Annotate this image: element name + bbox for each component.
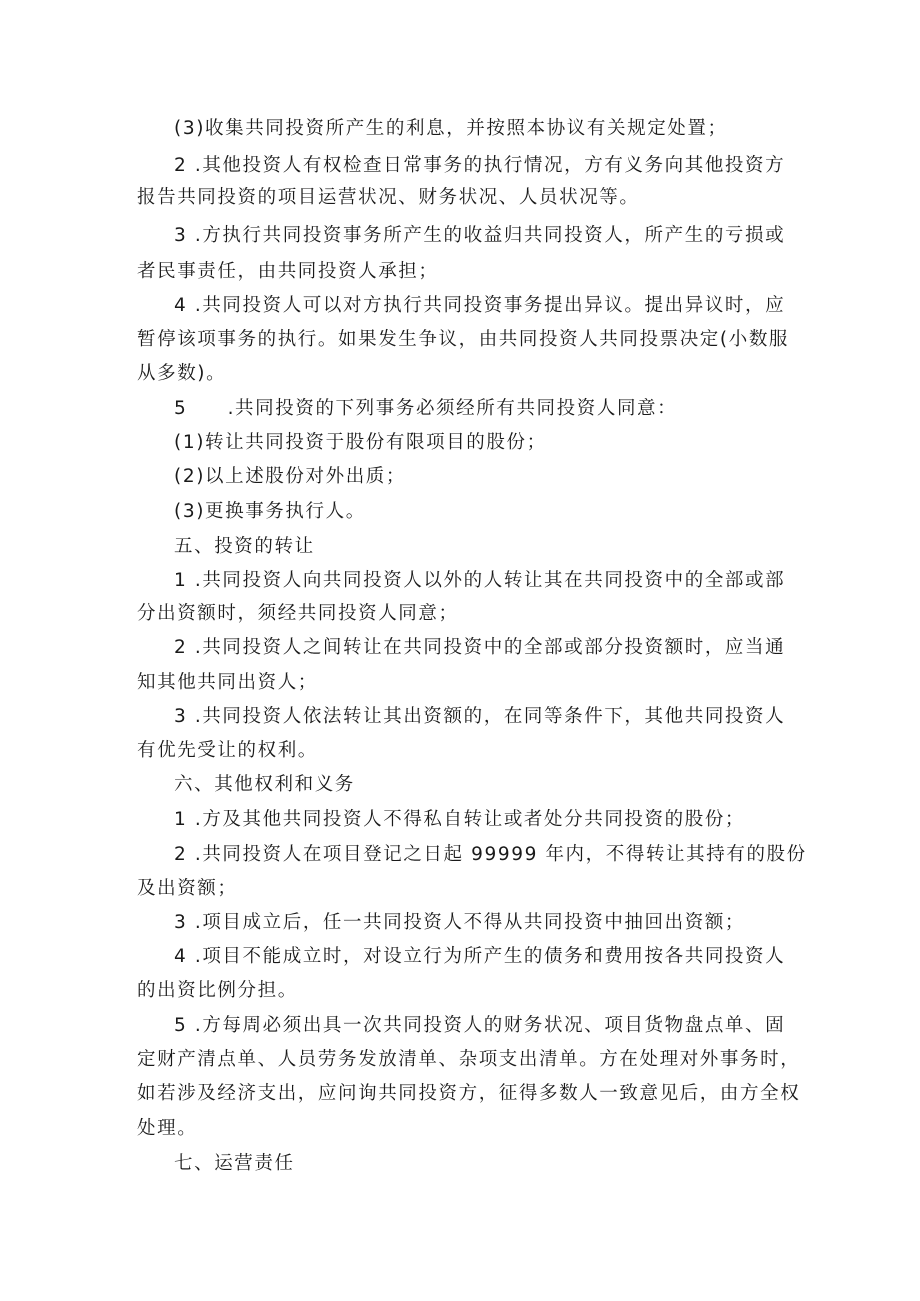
text-line: 1 .共同投资人向共同投资人以外的人转让其在共同投资中的全部或部 [174, 570, 786, 591]
text-line: 定财产清点单、人员劳务发放清单、杂项支出清单。方在处理对外事务时， [137, 1049, 801, 1070]
text-line: 从多数)。 [137, 363, 227, 384]
text-line: 的出资比例分担。 [137, 980, 298, 1001]
section-heading: 七、运营责任 [174, 1153, 295, 1174]
text-line: 如若涉及经济支出，应问询共同投资方，征得多数人一致意见后，由方全权 [137, 1083, 801, 1104]
text-line: 2 .共同投资人在项目登记之日起 99999 年内，不得转让其持有的股份 [174, 844, 807, 865]
text-line: 处理。 [137, 1118, 198, 1139]
section-heading: 五、投资的转让 [174, 536, 315, 557]
text-line: (1)转让共同投资于股份有限项目的股份； [174, 432, 547, 453]
text-line: 3 .方执行共同投资事务所产生的收益归共同投资人，所产生的亏损或 [174, 225, 786, 246]
text-line: 有优先受让的权利。 [137, 740, 318, 761]
text-line: 及出资额； [137, 878, 238, 899]
text-line: (3)更换事务执行人。 [174, 501, 366, 522]
text-line: 2 .其他投资人有权检查日常事务的执行情况，方有义务向其他投资方 [174, 155, 786, 176]
text-line: 报告共同投资的项目运营状况、财务状况、人员状况等。 [137, 187, 640, 208]
text-line: 1 .方及其他共同投资人不得私自转让或者处分共同投资的股份； [174, 809, 746, 830]
text-line: 5 .共同投资的下列事务必须经所有共同投资人同意： [174, 398, 678, 419]
text-line: 3 .项目成立后，任一共同投资人不得从共同投资中抽回出资额； [174, 912, 746, 933]
text-line: 知其他共同出资人； [137, 672, 318, 693]
text-line: (2)以上述股份对外出质； [174, 466, 407, 487]
text-line: 4 .共同投资人可以对方执行共同投资事务提出异议。提出异议时，应 [174, 295, 786, 316]
text-line: 5 .方每周必须出具一次共同投资人的财务状况、项目货物盘点单、固 [174, 1015, 786, 1036]
text-line: 分出资额时，须经共同投资人同意； [137, 603, 459, 624]
section-heading: 六、其他权利和义务 [174, 774, 355, 795]
text-line: 2 .共同投资人之间转让在共同投资中的全部或部分投资额时，应当通 [174, 637, 786, 658]
text-line: 4 .项目不能成立时，对设立行为所产生的债务和费用按各共同投资人 [174, 946, 786, 967]
text-line: 者民事责任，由共同投资人承担； [137, 261, 439, 282]
text-line: (3)收集共同投资所产生的利息，并按照本协议有关规定处置； [174, 118, 728, 139]
text-line: 3 .共同投资人依法转让其出资额的，在同等条件下，其他共同投资人 [174, 706, 786, 727]
text-line: 暂停该项事务的执行。如果发生争议，由共同投资人共同投票决定(小数服 [137, 329, 790, 350]
